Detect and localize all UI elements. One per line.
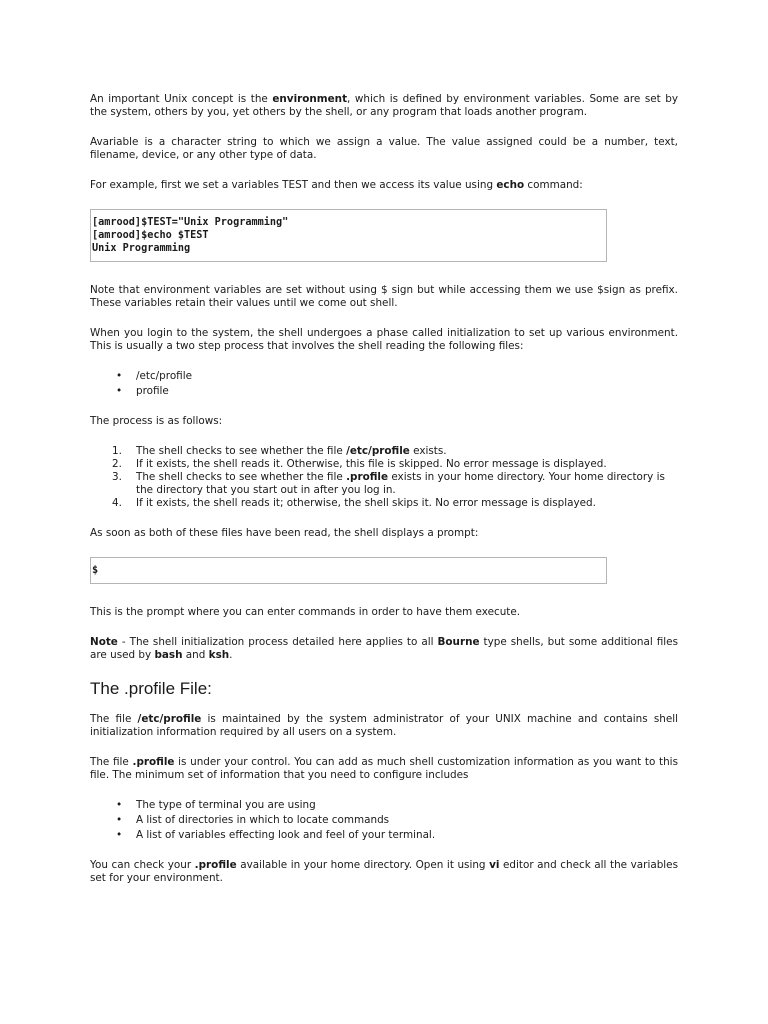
text: command: <box>524 179 583 191</box>
text: is maintained by the system administrator of your UNIX machine and contains shell initialization information required by all users on a system. <box>90 713 678 738</box>
bold-term: Bourne <box>437 636 480 648</box>
step-number: 2. <box>112 458 122 470</box>
step-item <box>112 458 678 471</box>
step-number: 1. <box>112 445 122 457</box>
step-item <box>112 497 678 510</box>
list-item <box>116 385 678 398</box>
paragraph-process-intro: The process is as follows: <box>90 415 223 427</box>
text: exists. <box>409 445 447 457</box>
text: If it exists, the shell reads it; otherwise, the shell skips it. No error message is displayed. <box>136 497 596 509</box>
step-number: 3. <box>112 471 122 483</box>
paragraph-example-intro <box>90 179 678 192</box>
text: The shell checks to see whether the file <box>136 445 347 457</box>
list-item <box>116 370 678 383</box>
bold-term: .profile <box>194 859 237 871</box>
list-item <box>116 829 678 842</box>
text: For example, first we set a variables TEST and then we access its value using <box>90 179 497 191</box>
text: available in your home directory. Open it using <box>236 859 490 871</box>
bold-term: environment <box>272 93 348 105</box>
startup-files-list <box>90 370 678 398</box>
text: , which is defined by environment variables. Some are set by the system, others by you, yet others by the shell, or any program that loads another program. <box>90 93 678 118</box>
note-label: Note <box>90 636 118 648</box>
text: exists in your home directory. Your home directory is the directory that you start out in after you log in. <box>136 471 665 496</box>
code-line: $ <box>92 565 99 576</box>
text: The file <box>90 756 133 768</box>
process-steps-list <box>90 445 678 510</box>
list-item <box>116 799 678 812</box>
paragraph-prompt-intro: As soon as both of these files have been read, the shell displays a prompt: <box>90 527 479 539</box>
text: type shells, but some additional files are used by <box>90 636 678 661</box>
document-body <box>90 93 678 902</box>
paragraph-initialization: When you login to the system, the shell undergoes a phase called initialization to set up various environment. This is usually a two step process that involves the shell reading the following files: <box>90 327 678 352</box>
text: - The shell initialization process detailed here applies to all <box>117 636 438 648</box>
section-heading: The .profile File: <box>90 679 212 698</box>
bullet-icon: • <box>116 829 123 841</box>
bold-term: .profile <box>346 471 389 483</box>
text: The file <box>90 713 138 725</box>
bold-term: /etc/profile <box>346 445 410 457</box>
bold-term: bash <box>154 649 183 661</box>
paragraph-dollar-sign-note: Note that environment variables are set without using $ sign but while accessing them we use $sign as prefix. These variables retain their values until we come out shell. <box>90 284 678 309</box>
list-item <box>116 814 678 827</box>
list-item-text: A list of variables effecting look and feel of your terminal. <box>136 829 436 841</box>
bold-term: ksh <box>208 649 230 661</box>
paragraph-variable-definition: Avariable is a character string to which we assign a value. The value assigned could be a number, text, filename, device, or any other type of data. <box>90 136 678 161</box>
bold-term: echo <box>496 179 525 191</box>
paragraph-note <box>90 636 678 662</box>
paragraph-check-profile <box>90 859 678 885</box>
code-line: [amrood]$TEST="Unix Programming" <box>92 217 289 228</box>
text: is under your control. You can add as much shell customization information as you want to this file. The minimum set of information that you need to configure includes <box>90 756 678 781</box>
code-line: Unix Programming <box>92 243 191 254</box>
bold-term: /etc/profile <box>137 713 202 725</box>
paragraph-etc-profile <box>90 713 678 739</box>
code-block-echo-example <box>90 209 607 262</box>
paragraph-prompt-description: This is the prompt where you can enter commands in order to have them execute. <box>90 606 521 618</box>
text: The shell checks to see whether the file <box>136 471 347 483</box>
bullet-icon: • <box>116 814 123 826</box>
paragraph-environment <box>90 93 678 119</box>
bold-term: vi <box>489 859 500 871</box>
code-line: [amrood]$echo $TEST <box>92 230 209 241</box>
list-item-text: profile <box>136 385 169 397</box>
list-item-text: A list of directories in which to locate commands <box>136 814 390 826</box>
list-item-text: The type of terminal you are using <box>136 799 316 811</box>
code-block-prompt <box>90 557 607 584</box>
text: An important Unix concept is the <box>90 93 273 105</box>
text: You can check your <box>90 859 195 871</box>
bullet-icon: • <box>116 370 123 382</box>
bold-term: .profile <box>132 756 175 768</box>
list-item-text: /etc/profile <box>136 370 193 382</box>
text: editor and check all the variables set for your environment. <box>90 859 678 884</box>
text: . <box>229 649 233 661</box>
bullet-icon: • <box>116 385 123 397</box>
bullet-icon: • <box>116 799 123 811</box>
text: If it exists, the shell reads it. Otherwise, this file is skipped. No error message is displayed. <box>136 458 607 470</box>
step-item <box>112 471 678 497</box>
paragraph-user-profile <box>90 756 678 782</box>
text: and <box>182 649 209 661</box>
step-number: 4. <box>112 497 122 509</box>
configuration-list <box>90 799 678 842</box>
step-item <box>112 445 678 458</box>
